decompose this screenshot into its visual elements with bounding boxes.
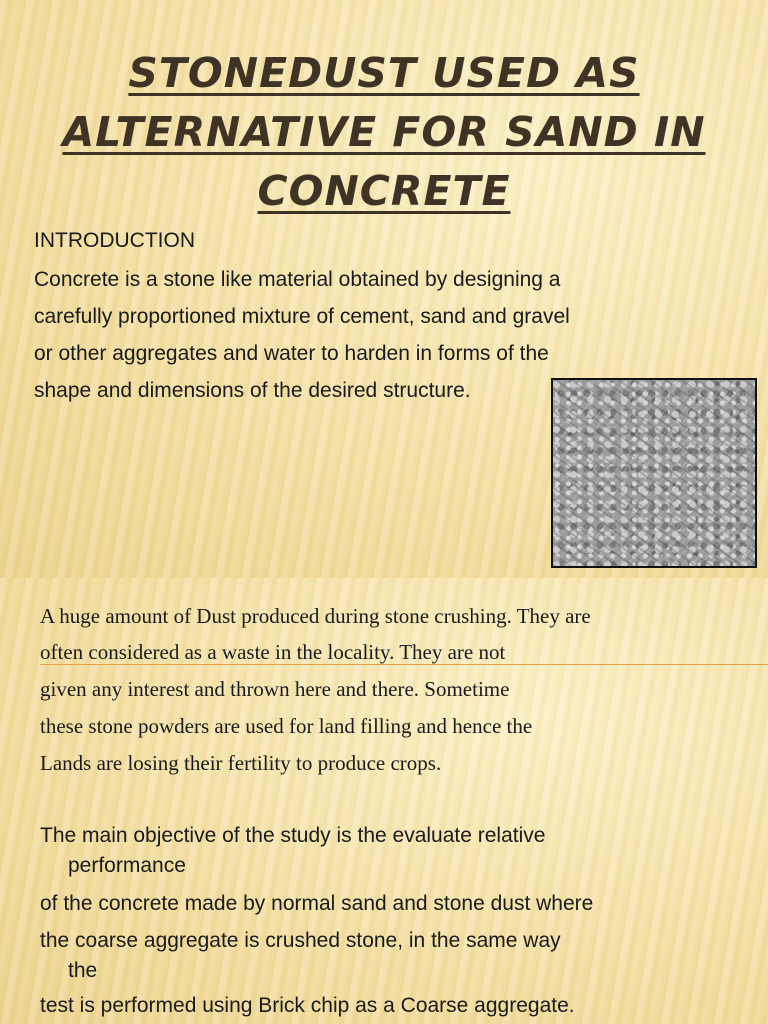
objective-line-6: test is performed using Brick chip as a Coarse aggregate. [40, 994, 575, 1017]
stone-dust-image [551, 378, 757, 568]
objective-line-2: performance [68, 854, 186, 877]
objective-line-3: of the concrete made by normal sand and stone dust where [40, 892, 594, 915]
slide-2 [0, 578, 768, 1024]
objective-line-4: the coarse aggregate is crushed stone, in the same way [40, 929, 561, 952]
divider-rule [40, 664, 768, 665]
intro-line-4: shape and dimensions of the desired structure. [34, 379, 471, 402]
paragraph-line-4: these stone powders are used for land filling and hence the [40, 714, 533, 738]
title-line-1: STONEDUST USED AS [128, 49, 640, 97]
intro-line-1: Concrete is a stone like material obtained by designing a [34, 268, 561, 291]
intro-line-2: carefully proportioned mixture of cement, sand and gravel [34, 305, 570, 328]
intro-heading: INTRODUCTION [34, 229, 195, 252]
intro-line-3: or other aggregates and water to harden in forms of the [34, 342, 549, 365]
paragraph-line-3: given any interest and thrown here and there. Sometime [40, 677, 510, 701]
paragraph-line-2: often considered as a waste in the locality. They are not [40, 640, 506, 664]
paragraph-line-1: A huge amount of Dust produced during stone crushing. They are [40, 604, 591, 628]
title-line-3: CONCRETE [257, 167, 511, 215]
objective-line-5: the [68, 959, 98, 982]
slide-title [20, 44, 748, 221]
objective-line-1: The main objective of the study is the evaluate relative [40, 824, 546, 847]
title-line-2: ALTERNATIVE FOR SAND IN [62, 108, 706, 156]
paragraph-line-5: Lands are losing their fertility to produce crops. [40, 751, 442, 775]
